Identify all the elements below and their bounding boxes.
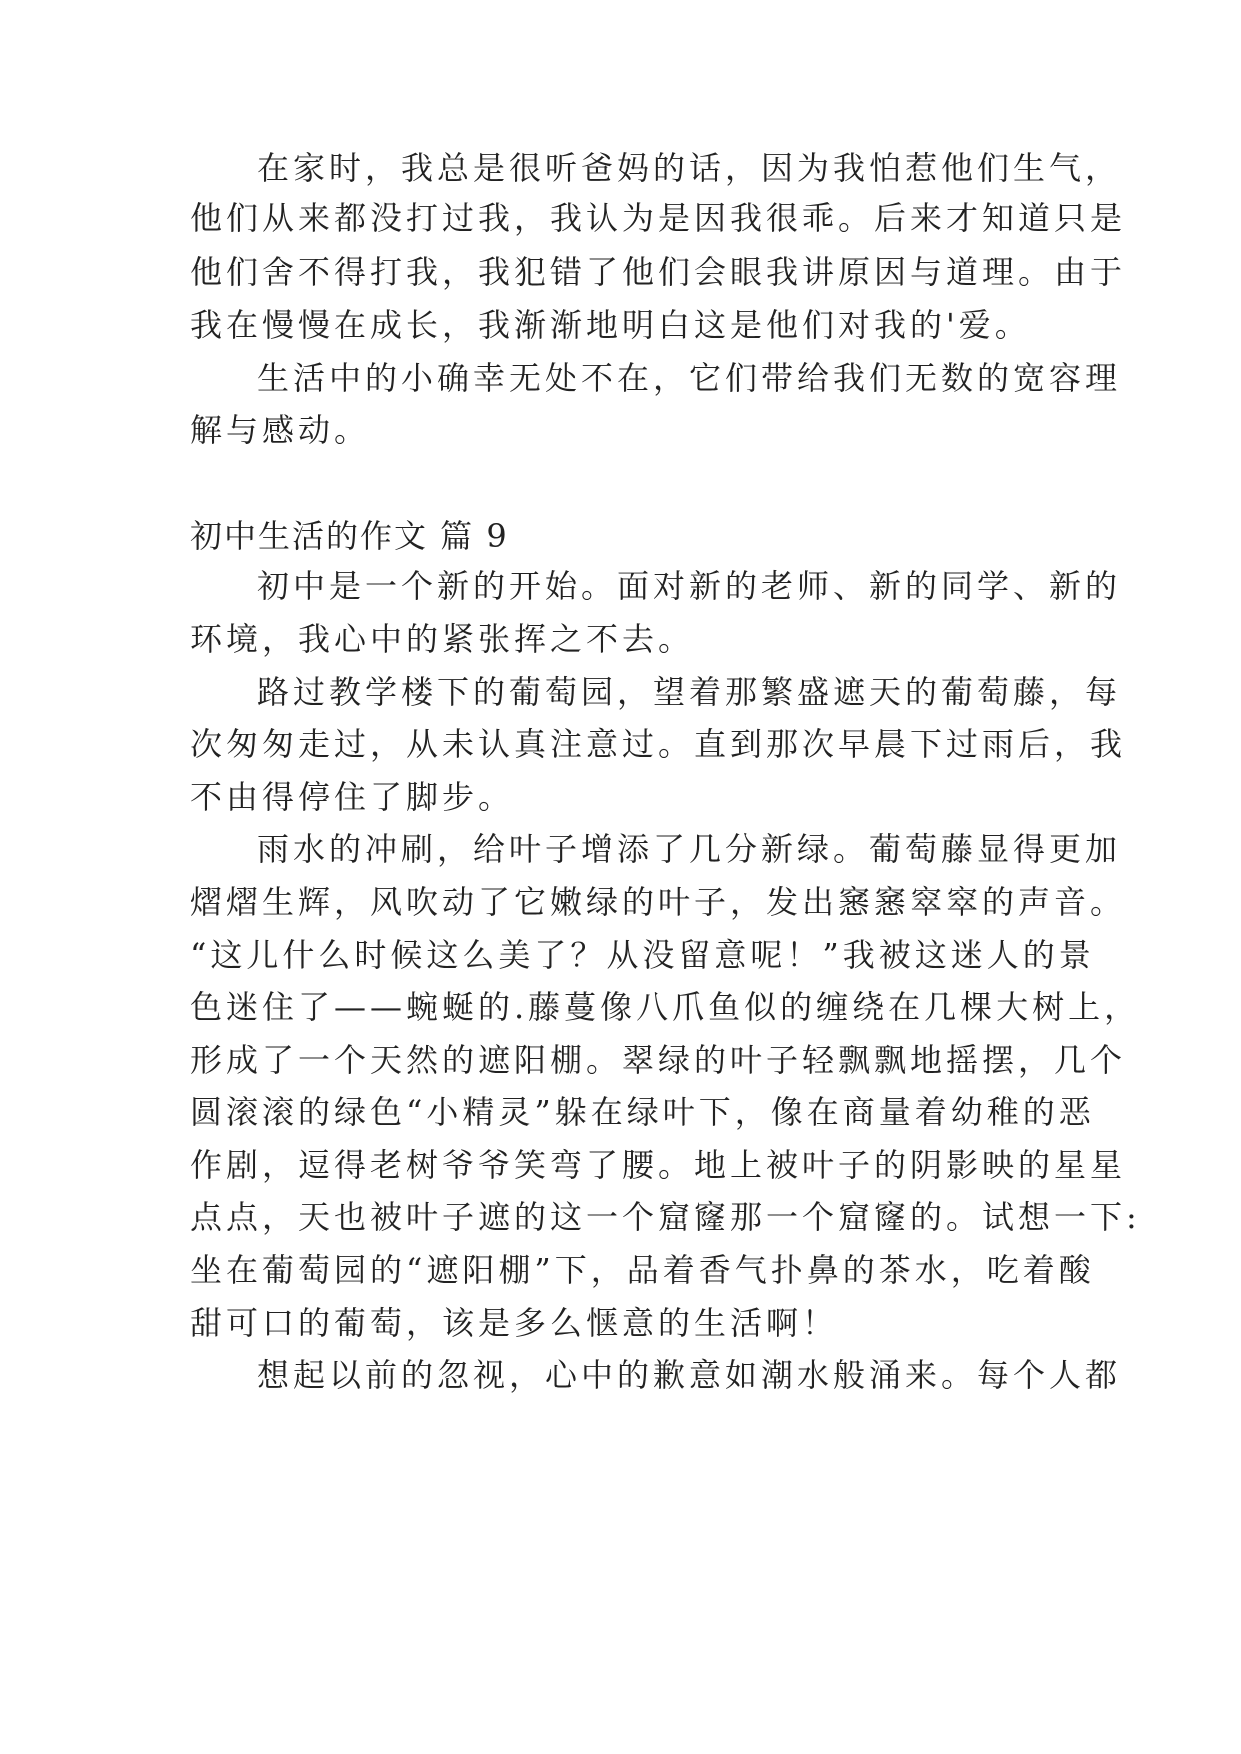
section-title: 初中生活的作文 篇 9: [190, 517, 509, 555]
text-line: 甜可口的葡萄，该是多么惬意的生活啊！: [190, 1304, 839, 1342]
text-line: 色迷住了——蜿蜒的.藤蔓像八爪鱼似的缠绕在几棵大树上，: [190, 988, 1141, 1026]
text-line: 不由得停住了脚步。: [190, 778, 515, 816]
text-line: 在家时，我总是很听爸妈的话，因为我怕惹他们生气，: [257, 149, 1122, 187]
text-line: 我在慢慢在成长，我渐渐地明白这是他们对我的'爱。: [190, 306, 1031, 344]
text-line: 他们从来都没打过我，我认为是因我很乖。后来才知道只是: [190, 199, 1127, 237]
text-line: 雨水的冲刷，给叶子增添了几分新绿。葡萄藤显得更加: [257, 830, 1122, 868]
text-line: 坐在葡萄园的“遮阳棚”下，品着香气扑鼻的茶水，吃着酸: [190, 1251, 1095, 1289]
text-line: “这儿什么时候这么美了？从没留意呢！”我被这迷人的景: [190, 936, 1095, 974]
text-line: 解与感动。: [190, 411, 371, 449]
text-line: 生活中的小确幸无处不在，它们带给我们无数的宽容理: [257, 359, 1122, 397]
text-line: 圆滚滚的绿色“小精灵”躲在绿叶下，像在商量着幼稚的恶: [190, 1093, 1095, 1131]
text-line: 环境，我心中的紧张挥之不去。: [190, 620, 695, 658]
text-line: 点点，天也被叶子遮的这一个窟窿那一个窟窿的。试想一下:: [190, 1198, 1141, 1236]
text-line: 形成了一个天然的遮阳棚。翠绿的叶子轻飘飘地摇摆，几个: [190, 1041, 1127, 1079]
text-line: 初中是一个新的开始。面对新的老师、新的同学、新的: [257, 567, 1122, 605]
text-line: 想起以前的忽视，心中的歉意如潮水般涌来。每个人都: [257, 1356, 1122, 1394]
text-line: 路过教学楼下的葡萄园，望着那繁盛遮天的葡萄藤，每: [257, 673, 1122, 711]
text-line: 他们舍不得打我，我犯错了他们会眼我讲原因与道理。由于: [190, 253, 1127, 291]
text-line: 作剧，逗得老树爷爷笑弯了腰。地上被叶子的阴影映的星星: [190, 1146, 1127, 1184]
text-line: 熠熠生辉，风吹动了它嫩绿的叶子，发出窸窸窣窣的声音。: [190, 883, 1127, 921]
text-line: 次匆匆走过，从未认真注意过。直到那次早晨下过雨后，我: [190, 725, 1127, 763]
